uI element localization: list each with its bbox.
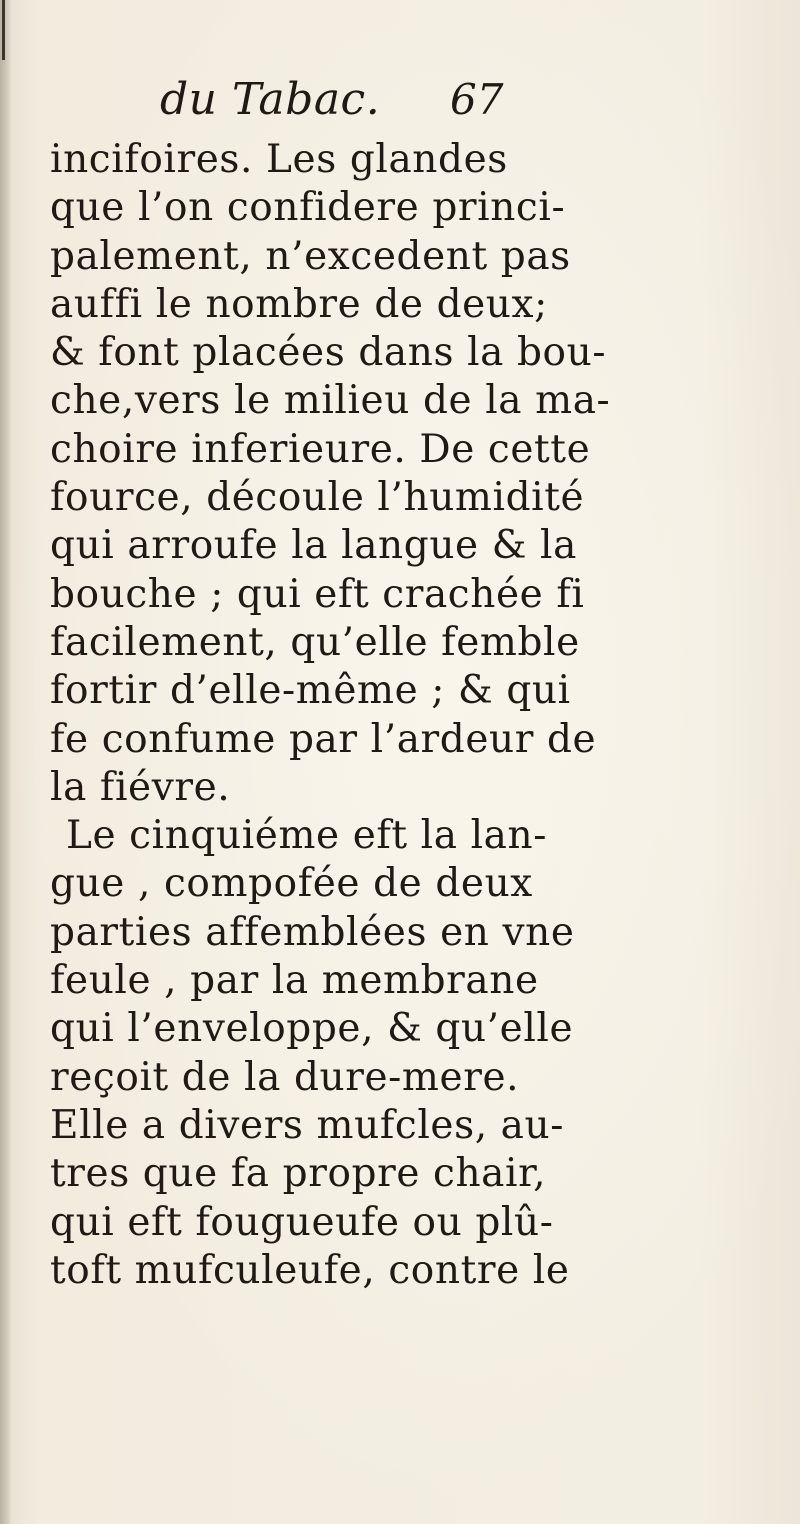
running-title: du Tabac. — [160, 74, 381, 125]
text-line: facilement, qu’elle femble — [50, 619, 580, 665]
text-line: fource, découle l’humidité — [50, 475, 585, 521]
text-line: che,vers le milieu de la ma- — [50, 378, 611, 424]
body-text — [50, 136, 790, 1295]
text-line: toft mufculeufe, contre le — [50, 1247, 570, 1293]
text-line: & font placées dans la bou- — [50, 330, 607, 376]
text-line: gue , compofée de deux — [50, 861, 533, 907]
page-gutter — [0, 0, 10, 1524]
text-line: parties affemblées en vne — [50, 909, 575, 955]
text-line: Elle a divers mufcles, au- — [50, 1102, 565, 1148]
text-line: qui arroufe la langue & la — [50, 523, 577, 569]
text-line: la fiévre. — [50, 764, 231, 810]
page-number: 67 — [450, 75, 504, 124]
text-line: feule , par la membrane — [50, 958, 539, 1004]
text-line: qui eft fougueufe ou plû- — [50, 1199, 554, 1245]
text-line: bouche ; qui eft crachée fi — [50, 571, 585, 617]
text-line: fortir d’elle-même ; & qui — [50, 668, 571, 714]
text-line: tres que fa propre chair, — [50, 1151, 547, 1197]
text-line: auffi le nombre de deux; — [50, 281, 548, 327]
page-header — [160, 70, 560, 130]
text-line: qui l’enveloppe, & qu’elle — [50, 1006, 574, 1052]
binding-mark — [2, 0, 5, 60]
text-line: que l’on confidere princi- — [50, 185, 566, 231]
text-line: palement, n’excedent pas — [50, 233, 571, 279]
paragraph-start-line: Le cinquiéme eft la lan- — [66, 813, 548, 859]
text-line: incifoires. Les glandes — [50, 137, 508, 182]
text-line: choire inferieure. De cette — [50, 426, 591, 472]
text-line: fe confume par l’ardeur de — [50, 716, 597, 762]
text-line: reçoit de la dure-mere. — [50, 1054, 520, 1100]
